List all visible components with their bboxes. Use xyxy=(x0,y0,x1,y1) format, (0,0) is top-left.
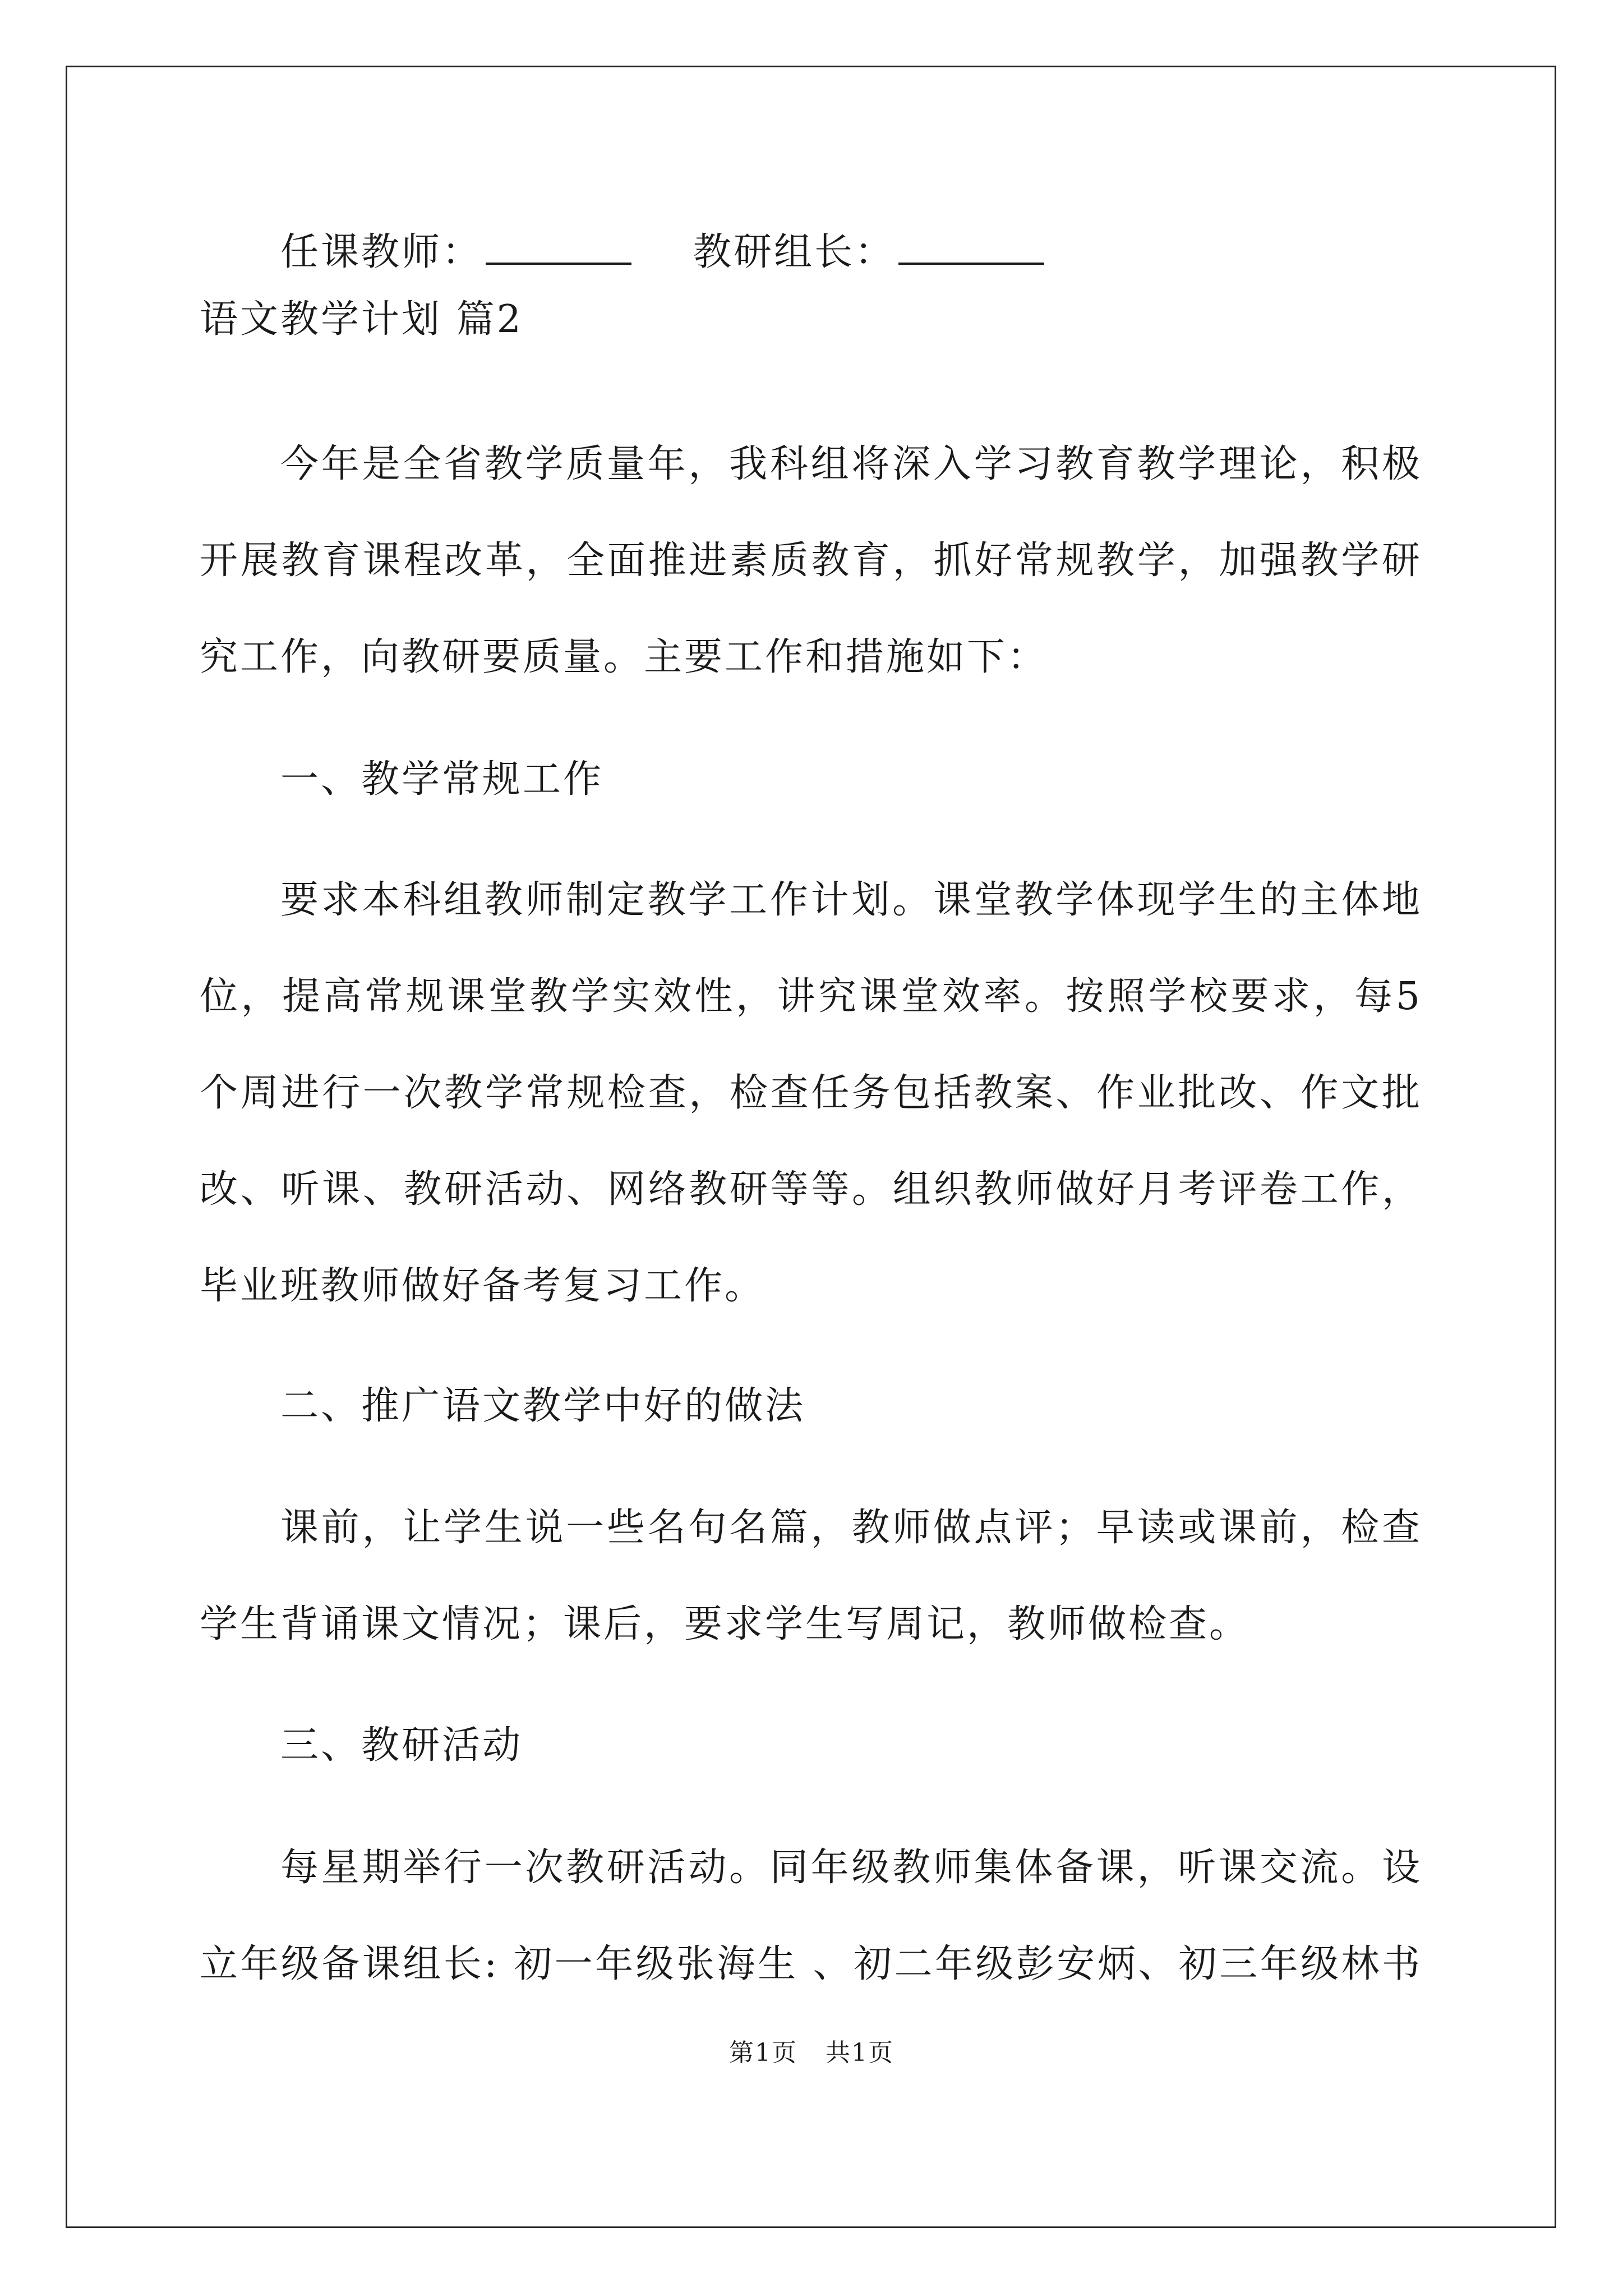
paragraph-line: 毕业班教师做好备考复习工作。 xyxy=(200,1264,766,1308)
leader-label: 教研组长： xyxy=(693,230,896,274)
paragraph-line: 课前，让学生说一些名句名篇，教师做点评；早读或课前，检查 xyxy=(280,1506,1422,1550)
teacher-signature-blank xyxy=(486,229,631,265)
heading-teaching-routine: 一、教学常规工作 xyxy=(280,757,604,802)
heading-good-practices: 二、推广语文教学中好的做法 xyxy=(280,1384,806,1428)
heading-research-activities: 三、教研活动 xyxy=(280,1723,523,1768)
paragraph-line: 学生背诵课文情况；课后，要求学生写周记，教师做检查。 xyxy=(200,1602,1250,1646)
page-footer xyxy=(0,2037,1623,2069)
paragraph-line: 究工作，向教研要质量。主要工作和措施如下： xyxy=(200,635,1048,679)
page-number: 第1页 xyxy=(729,2039,797,2067)
signature-line xyxy=(280,227,1044,278)
paragraph-line: 要求本科组教师制定教学工作计划。课堂教学体现学生的主体地 xyxy=(280,878,1422,922)
paragraph-line: 改、听课、教研活动、网络教研等等。组织教师做好月考评卷工作， xyxy=(200,1167,1422,1212)
section-title: 语文教学计划 篇2 xyxy=(200,297,523,342)
paragraph-line: 开展教育课程改革，全面推进素质教育，抓好常规教学，加强教学研 xyxy=(200,539,1422,583)
teacher-label: 任课教师： xyxy=(280,230,483,274)
paragraph-line: 立年级备课组长: 初一年级张海生 、初二年级彭安炳、初三年级林书 xyxy=(200,1942,1422,1986)
page-border xyxy=(66,66,1556,2228)
paragraph-line: 今年是全省教学质量年，我科组将深入学习教育教学理论，积极 xyxy=(280,442,1422,486)
paragraph-line: 个周进行一次教学常规检查，检查任务包括教案、作业批改、作文批 xyxy=(200,1071,1422,1115)
leader-signature-blank xyxy=(898,229,1044,265)
paragraph-line: 每星期举行一次教研活动。同年级教师集体备课，听课交流。设 xyxy=(280,1846,1422,1890)
page-total: 共1页 xyxy=(826,2039,894,2067)
paragraph-line: 位，提高常规课堂教学实效性，讲究课堂效率。按照学校要求，每5 xyxy=(200,974,1422,1019)
